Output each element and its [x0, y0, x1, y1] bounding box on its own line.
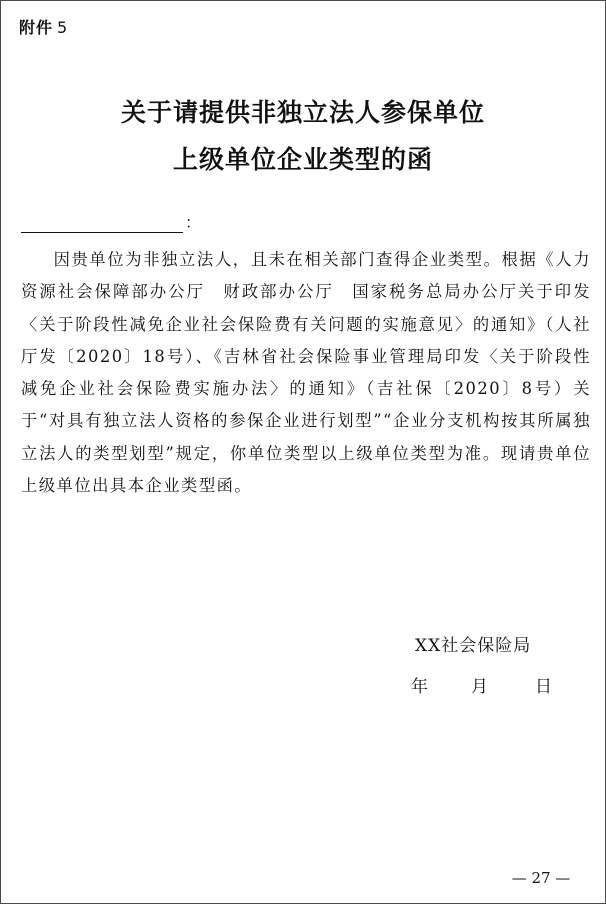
attachment-label	[19, 17, 68, 39]
letter-body: 因贵单位为非独立法人，且未在相关部门查得企业类型。根据《人力资源社会保障部办公厅 财政部办公厅 国家税务总局办公厅关于印发〈关于阶段性减免企业社会保险费有关问题的实施意见〉的通知》（人社厅发〔2020〕18号）、《吉林省社会保险事业管理局印发〈关于阶段性减免企业社会保险费实施办法〉的通知》（吉社保〔2020〕8号）关于“对具有独立法人资格的参保企业进行划型”“企业分支机构按其所属独立法人的类型划型”规定，你单位类型以上级单位类型为准。现请贵单位上级单位出具本企业类型函。	[21, 250, 591, 496]
title-line-2: 上级单位企业类型的函	[172, 145, 433, 174]
salutation-colon: ：	[185, 213, 202, 232]
date-day: 日	[535, 677, 552, 697]
issuing-organization: XX社会保险局	[415, 636, 532, 656]
date-month: 月	[471, 677, 488, 697]
date-year: 年	[411, 677, 428, 697]
attachment-number: 5	[57, 18, 69, 37]
recipient-blank-line	[21, 232, 183, 233]
title-line-1: 关于请提供非独立法人参保单位	[120, 98, 485, 127]
attachment-word: 附件	[19, 18, 54, 37]
salutation	[21, 204, 221, 238]
page-number: — 27 —	[511, 869, 571, 887]
